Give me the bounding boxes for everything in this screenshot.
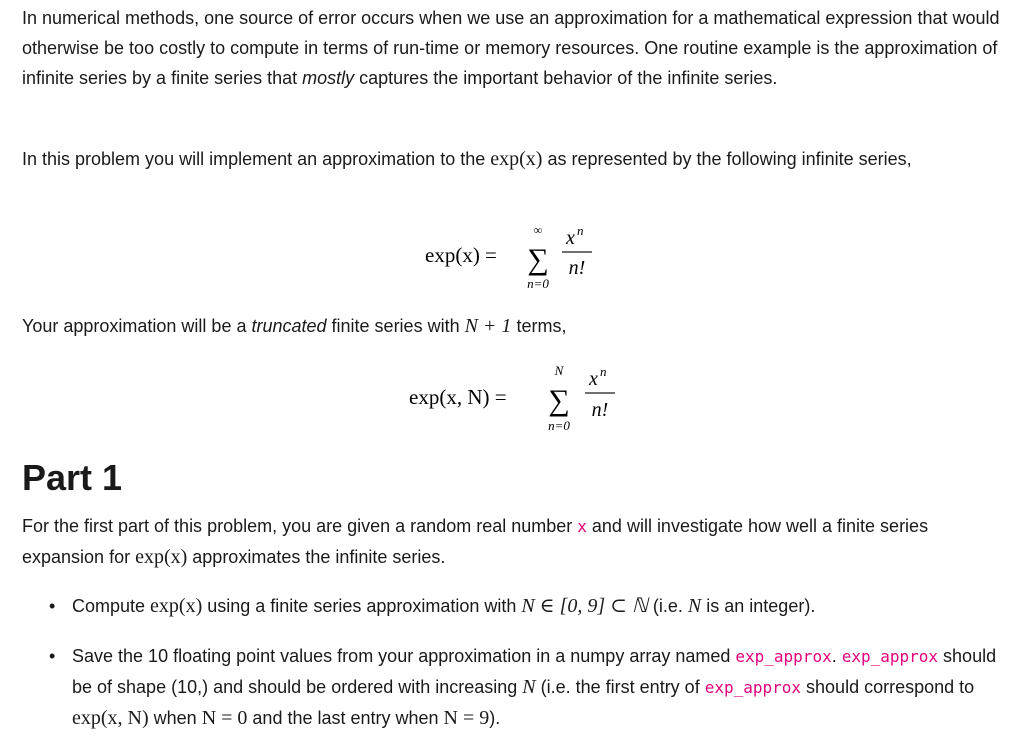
sigma-icon: ∑ xyxy=(527,243,549,276)
eq1-numerator: x xyxy=(566,227,575,249)
bullet1-text-1: Compute xyxy=(72,596,151,616)
bullet-icon: • xyxy=(49,596,56,616)
truncation-paragraph xyxy=(22,311,1007,341)
problem-text-1: In this problem you will implement an approximation to the xyxy=(22,149,491,169)
bullet2-text-4: (i.e. the first entry of xyxy=(535,677,705,697)
bullet2-code-exp-approx: exp_approx xyxy=(735,647,832,666)
bullet2-math-n: N xyxy=(522,676,536,698)
part1-text-2: and will investigate how well a finite series expansion for xyxy=(22,516,929,567)
intro-text-2: captures the important behavior of the infinite series. xyxy=(354,68,778,88)
bullet2-text-2: . xyxy=(831,646,842,666)
bullet1-math-n: N xyxy=(687,595,702,617)
bullet2-text-6: when xyxy=(148,708,202,728)
bullet-icon: • xyxy=(49,646,56,666)
eq2-upper-limit: N xyxy=(554,363,564,378)
eq2-lhs: exp(x, N) = xyxy=(409,385,507,409)
bullet2-math-n0: N = 0 xyxy=(201,707,248,729)
eq2-numerator-exponent: n xyxy=(600,364,607,379)
part1-heading: Part 1 xyxy=(22,457,123,498)
list-item xyxy=(22,591,1007,621)
truncation-math-terms: N + 1 xyxy=(464,315,512,337)
bullet2-text-3: should be of shape (10,) and should be ordered with increasing xyxy=(72,646,997,697)
eq1-numerator-exponent: n xyxy=(577,223,584,238)
eq1-upper-limit: ∞ xyxy=(533,223,543,237)
eq1-denominator: n! xyxy=(568,257,586,279)
truncation-text-3: terms, xyxy=(511,316,567,336)
intro-paragraph xyxy=(22,3,1007,93)
part1-text-1: For the first part of this problem, you are given a random real number xyxy=(22,516,578,536)
truncation-emphasis: truncated xyxy=(251,316,327,336)
bullet2-text-8: ). xyxy=(489,708,501,728)
bullet1-text-4: is an integer). xyxy=(701,596,816,616)
equation-finite-series xyxy=(405,360,635,438)
bullet2-text-5: should correspond to xyxy=(801,677,975,697)
problem-math-exp: exp(x) xyxy=(490,148,543,170)
truncation-text-2: finite series with xyxy=(326,316,465,336)
bullet1-math-range: N ∈ [0, 9] ⊂ ℕ xyxy=(521,595,648,617)
bullet1-text-2: using a finite series approximation with xyxy=(202,596,522,616)
bullet2-math-n9: N = 9 xyxy=(443,707,490,729)
part1-text-3: approximates the infinite series. xyxy=(187,547,446,567)
instruction-list xyxy=(22,591,1007,753)
bullet2-text-1: Save the 10 floating point values from your approximation in a numpy array named xyxy=(72,646,736,666)
eq2-numerator: x xyxy=(589,368,598,390)
eq2-denominator: n! xyxy=(591,399,609,421)
problem-paragraph xyxy=(22,144,1007,174)
sigma-icon: ∑ xyxy=(548,384,570,417)
eq1-lhs: exp(x) = xyxy=(425,243,497,267)
bullet2-text-7: and the last entry when xyxy=(247,708,444,728)
eq2-lower-limit: n=0 xyxy=(548,418,570,433)
bullet2-code-exp-approx: exp_approx xyxy=(841,647,939,666)
bullet1-math-exp: exp(x) xyxy=(150,595,203,617)
part1-code-x: x xyxy=(577,517,587,536)
bullet1-text-3: (i.e. xyxy=(647,596,688,616)
bullet2-code-exp-approx: exp_approx xyxy=(704,678,802,697)
list-item xyxy=(22,641,1007,733)
truncation-text-1: Your approximation will be a xyxy=(22,316,252,336)
bullet2-math-exp-n: exp(x, N) xyxy=(72,707,149,729)
problem-text-2: as represented by the following infinite series, xyxy=(542,149,912,169)
intro-text-1: In numerical methods, one source of error occurs when we use an approximation for a mathematical expression that would otherwise be too costly to compute in terms of run-time or memory resources. One routine example is the approximation of infinite series by a finite series that xyxy=(22,8,1000,88)
intro-emphasis-mostly: mostly xyxy=(302,68,355,88)
part1-math-exp: exp(x) xyxy=(135,546,188,568)
equation-infinite-series xyxy=(420,220,620,295)
eq1-lower-limit: n=0 xyxy=(527,276,549,291)
part1-paragraph xyxy=(22,511,1007,572)
